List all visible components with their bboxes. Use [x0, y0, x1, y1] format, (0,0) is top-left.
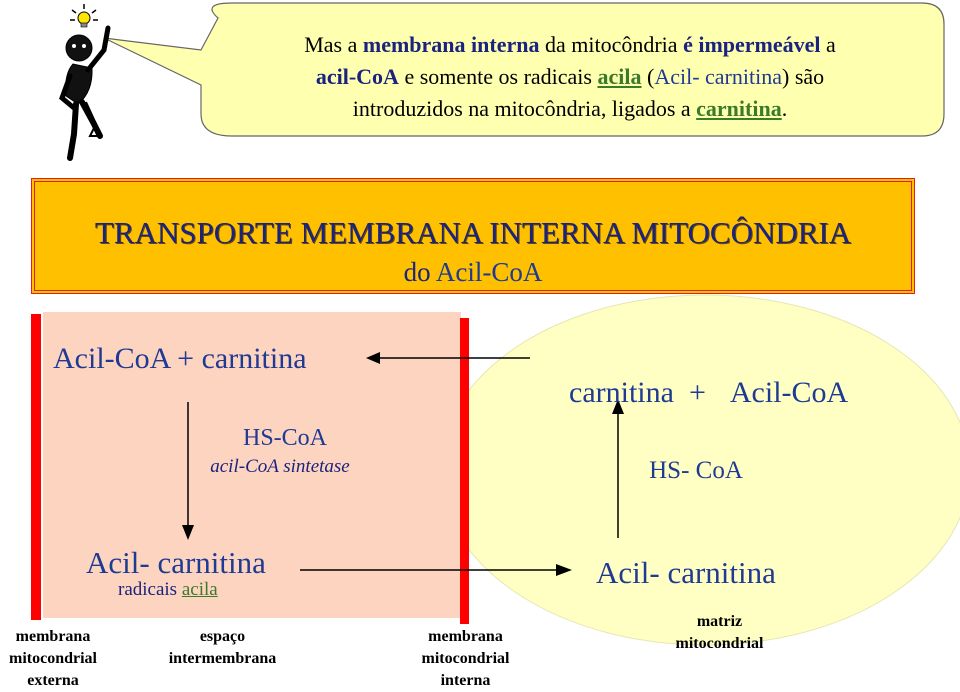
- outer-membrane-label: membrana mitocondrial externa: [9, 628, 97, 689]
- acyl-carnitine-left: Acil- carnitina: [86, 545, 266, 580]
- light-bulb-icon: [70, 4, 98, 27]
- reaction-left: Acil-CoA + carnitina: [53, 342, 307, 375]
- inner-membrane-line: [460, 318, 469, 624]
- intermembrane-label: espaço intermembrana: [168, 628, 277, 667]
- bubble-line-3: introduzidos na mitocôndria, ligados a carnitina.: [352, 96, 788, 121]
- outer-membrane-line: [31, 314, 41, 620]
- bubble-line-1: Mas a membrana interna da mitocôndria é impermeável a: [304, 32, 836, 57]
- matrix-label: matriz mitocondrial: [675, 613, 764, 652]
- title-banner: [31, 178, 915, 294]
- thinking-figure-icon: [62, 28, 108, 158]
- radicais-acila-label: radicais acila: [118, 579, 218, 600]
- hscoa-right: HS- CoA: [649, 457, 743, 484]
- banner-subtitle: do Acil-CoA: [403, 257, 543, 287]
- banner-title: TRANSPORTE MEMBRANA INTERNA MITOCÔNDRIA: [94, 215, 852, 250]
- bubble-line-2: acil-CoA e somente os radicais acila (Acil- carnitina) são: [315, 64, 825, 89]
- inner-membrane-label: membrana mitocondrial interna: [421, 628, 510, 689]
- bubble-text: [210, 29, 930, 125]
- enzyme-label: acil-CoA sintetase: [210, 456, 350, 477]
- acyl-carnitine-right: Acil- carnitina: [596, 555, 776, 590]
- reaction-right: carnitina + Acil-CoA: [569, 376, 849, 409]
- hscoa-left: HS-CoA: [242, 425, 327, 451]
